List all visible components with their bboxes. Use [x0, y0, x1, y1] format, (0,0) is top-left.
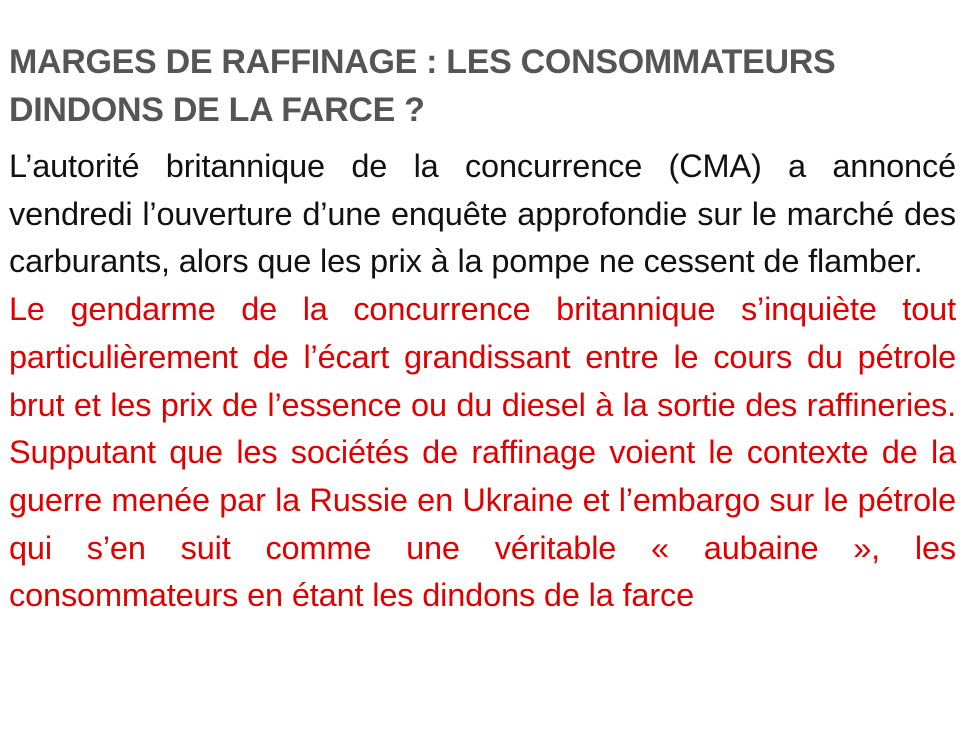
article-paragraph-highlight: Le gendarme de la concurrence britannique s’inquiète tout particulièrement de l’écart grandissant entre le cours du pétrole brut et les prix de l’essence ou du diesel à la sortie des raffineries. Supputant que les sociétés de raffinage voient le contexte de la guerre menée par la Russie en Ukraine et l’embargo sur le pétrole qui s’en suit comme une véritable « aubaine », les consommateurs en étant les dindons de la farce: [9, 291, 956, 614]
article-paragraph-intro: L’autorité britannique de la concurrence (CMA) a annoncé vendredi l’ouverture d’une enquête approfondie sur le marché des carburants, alors que les prix à la pompe ne cessent de flamber.: [9, 148, 956, 280]
article-headline: MARGES DE RAFFINAGE : LES CONSOMMATEURS DINDONS DE LA FARCE ?: [9, 43, 836, 129]
article: [9, 38, 956, 620]
